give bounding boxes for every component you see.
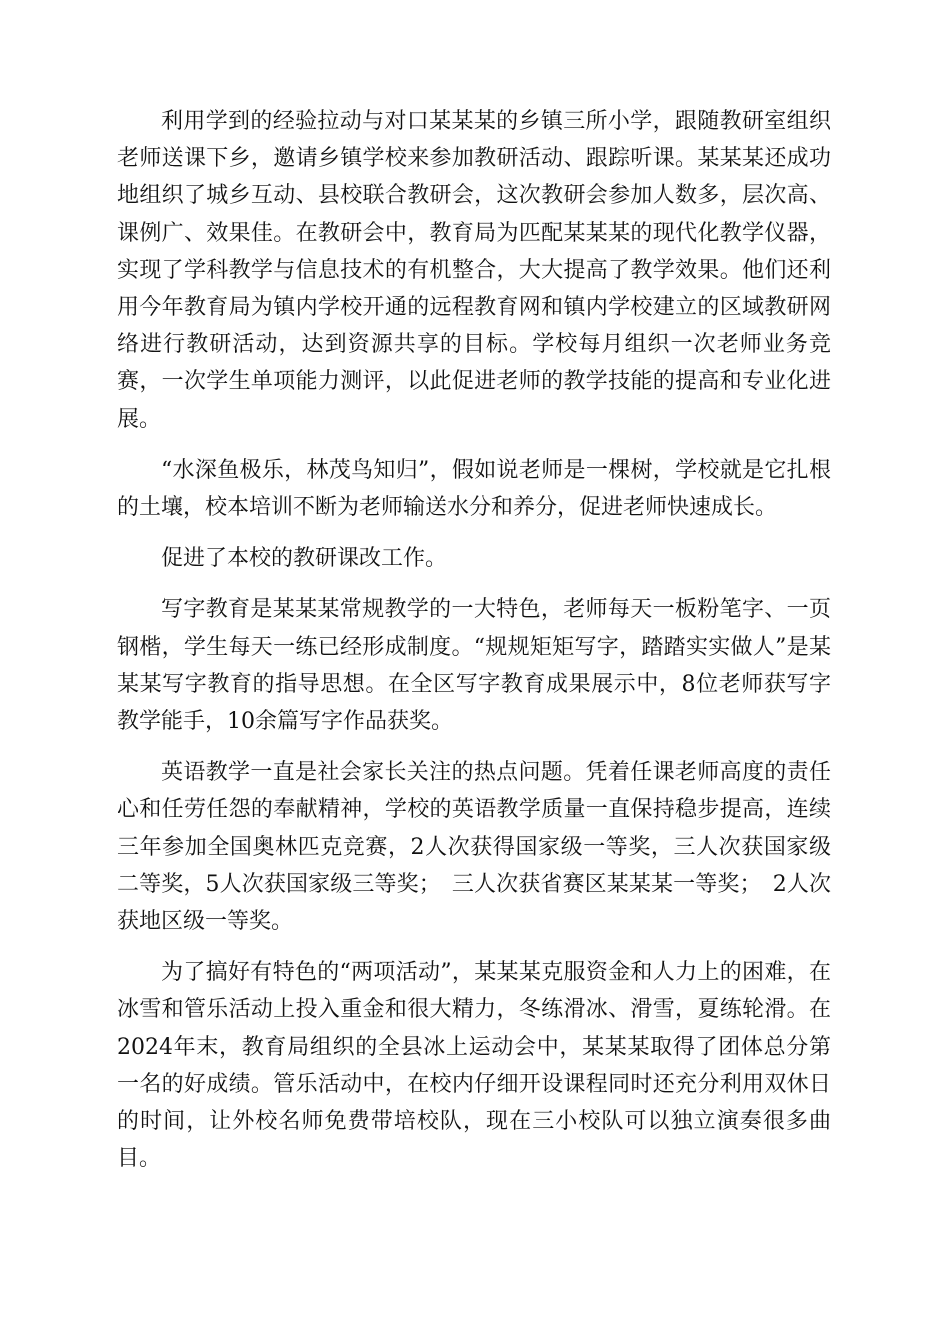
document-body [117, 103, 831, 1191]
paragraph-curriculum-reform: 促进了本校的教研课改工作。 [161, 546, 448, 572]
paragraph-two-activities: 为了搞好有特色的“两项活动”，某某某克服资金和人力上的困难，在冰雪和管乐活动上投入重金和很大精力，冬练滑冰、滑雪，夏练轮滑。在2024年末，教育局组织的全县冰上运动会中，某某某取得了团体总分第一名的好成绩。管乐活动中，在校内仔细开设课程同时还充分利用双休日的时间，让外校名师免费带培校队，现在三小校队可以独立演奏很多曲目。 [117, 960, 831, 1172]
paragraph-english-teaching: 英语教学一直是社会家长关注的热点问题。凭着任课老师高度的责任心和任劳任怨的奉献精神，学校的英语教学质量一直保持稳步提高，连续三年参加全国奥林匹克竞赛，2人次获得国家级一等奖，三人次获国家级二等奖，5人次获国家级三等奖； 三人次获省赛区某某某一等奖； 2人次获地区级一等奖。 [117, 760, 831, 935]
paragraph-teaching-research: 利用学到的经验拉动与对口某某某的乡镇三所小学，跟随教研室组织老师送课下乡，邀请乡镇学校来参加教研活动、跟踪听课。某某某还成功地组织了城乡互动、县校联合教研会，这次教研会参加人数多，层次高、课例广、效果佳。在教研会中，教育局为匹配某某某的现代化教学仪器，实现了学科教学与信息技术的有机整合，大大提高了教学效果。他们还利用今年教育局为镇内学校开通的远程教育网和镇内学校建立的区域教研网络进行教研活动，达到资源共享的目标。学校每月组织一次老师业务竞赛，一次学生单项能力测评，以此促进老师的教学技能的提高和专业化进展。 [117, 109, 831, 432]
paragraph-school-training: “水深鱼极乐，林茂鸟知归”，假如说老师是一棵树，学校就是它扎根的土壤，校本培训不断为老师输送水分和养分，促进老师快速成长。 [117, 457, 831, 521]
paragraph-writing-education: 写字教育是某某某常规教学的一大特色，老师每天一板粉笔字、一页钢楷，学生每天一练已经形成制度。“规规矩矩写字，踏踏实实做人”是某某某写字教育的指导思想。在全区写字教育成果展示中，8位老师获写字教学能手，10余篇写字作品获奖。 [117, 597, 831, 735]
